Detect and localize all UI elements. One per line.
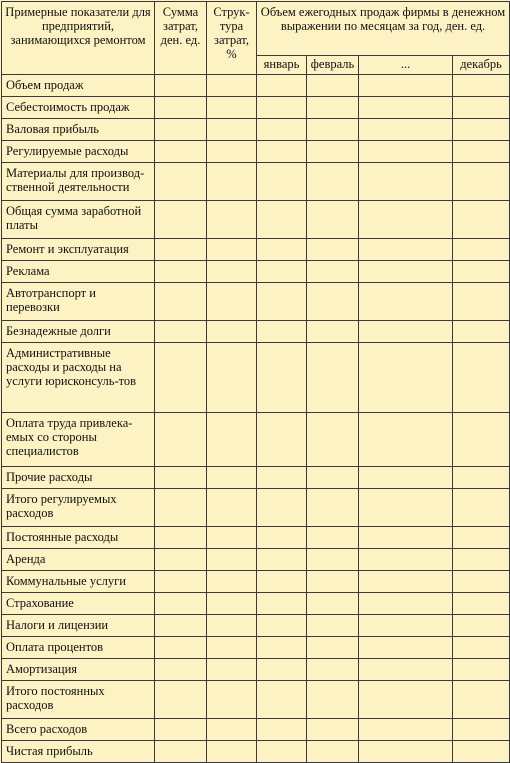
empty-cell [453,413,510,467]
empty-cell [359,719,453,741]
empty-cell [257,283,307,321]
empty-cell [257,637,307,659]
table-row [2,681,510,719]
empty-cell [453,261,510,283]
empty-cell [257,239,307,261]
empty-cell [307,681,359,719]
empty-cell [155,489,207,527]
table-row [2,321,510,343]
empty-cell [453,593,510,615]
empty-cell [307,141,359,163]
empty-cell [307,97,359,119]
empty-cell [359,321,453,343]
empty-cell [307,239,359,261]
header-month-january: январь [257,56,307,75]
empty-cell [257,659,307,681]
empty-cell [453,75,510,97]
empty-cell [155,719,207,741]
empty-cell [307,637,359,659]
empty-cell [257,467,307,489]
header-month-december: декабрь [453,56,510,75]
empty-cell [155,527,207,549]
empty-cell [257,261,307,283]
table-row [2,549,510,571]
empty-cell [453,239,510,261]
table-row [2,637,510,659]
table-row [2,343,510,413]
empty-cell [257,201,307,239]
empty-cell [307,719,359,741]
empty-cell [207,75,257,97]
empty-cell [207,593,257,615]
empty-cell [207,239,257,261]
row-label: Оплата процентов [2,637,155,659]
row-label: Прочие расходы [2,467,155,489]
empty-cell [359,593,453,615]
empty-cell [155,141,207,163]
empty-cell [257,719,307,741]
empty-cell [453,615,510,637]
row-label: Оплата труда привлека-емых со стороны специалистов [2,413,155,467]
row-label: Автотранспорт и перевозки [2,283,155,321]
empty-cell [207,261,257,283]
table-row [2,489,510,527]
empty-cell [207,283,257,321]
row-label: Валовая прибыль [2,119,155,141]
empty-cell [453,719,510,741]
empty-cell [155,343,207,413]
table-row [2,163,510,201]
table-row [2,141,510,163]
empty-cell [359,571,453,593]
row-label: Итого регулируемых расходов [2,489,155,527]
empty-cell [257,593,307,615]
empty-cell [257,343,307,413]
empty-cell [359,343,453,413]
table-row [2,719,510,741]
empty-cell [453,343,510,413]
empty-cell [257,681,307,719]
empty-cell [155,97,207,119]
table-body [2,75,510,763]
empty-cell [453,549,510,571]
empty-cell [453,201,510,239]
table-row [2,97,510,119]
empty-cell [453,163,510,201]
empty-cell [207,719,257,741]
table-row [2,201,510,239]
empty-cell [207,321,257,343]
empty-cell [257,489,307,527]
header-cost-structure: Струк-тура затрат, % [207,2,257,75]
empty-cell [307,201,359,239]
header-row [2,2,510,56]
row-label: Регулируемые расходы [2,141,155,163]
empty-cell [453,467,510,489]
empty-cell [359,637,453,659]
empty-cell [257,413,307,467]
empty-cell [307,413,359,467]
empty-cell [207,119,257,141]
empty-cell [155,75,207,97]
empty-cell [307,343,359,413]
empty-cell [359,413,453,467]
empty-cell [257,615,307,637]
empty-cell [207,637,257,659]
table-row [2,615,510,637]
empty-cell [257,321,307,343]
empty-cell [207,201,257,239]
empty-cell [307,75,359,97]
empty-cell [207,681,257,719]
empty-cell [155,467,207,489]
empty-cell [359,97,453,119]
empty-cell [155,321,207,343]
empty-cell [257,75,307,97]
empty-cell [453,681,510,719]
financial-table [1,1,510,763]
empty-cell [155,593,207,615]
empty-cell [307,119,359,141]
row-label: Всего расходов [2,719,155,741]
row-label: Постоянные расходы [2,527,155,549]
row-label: Итого постоянных расходов [2,681,155,719]
empty-cell [359,163,453,201]
row-label: Материалы для производ-ственной деятельности [2,163,155,201]
empty-cell [307,659,359,681]
empty-cell [155,163,207,201]
empty-cell [453,637,510,659]
row-label: Налоги и лицензии [2,615,155,637]
row-label: Общая сумма заработной платы [2,201,155,239]
empty-cell [453,489,510,527]
empty-cell [307,321,359,343]
header-month-ellipsis: ... [359,56,453,75]
empty-cell [359,467,453,489]
empty-cell [307,283,359,321]
header-month-february: февраль [307,56,359,75]
empty-cell [453,283,510,321]
table-row [2,659,510,681]
empty-cell [207,659,257,681]
header-cost-sum: Сумма затрат, ден. ед. [155,2,207,75]
empty-cell [359,141,453,163]
empty-cell [257,571,307,593]
table-row [2,527,510,549]
table-row [2,239,510,261]
empty-cell [155,681,207,719]
empty-cell [453,571,510,593]
header-indicators: Примерные показатели для предприятий, занимающихся ремонтом [2,2,155,75]
empty-cell [207,343,257,413]
empty-cell [155,261,207,283]
row-label: Реклама [2,261,155,283]
empty-cell [307,163,359,201]
row-label: Амортизация [2,659,155,681]
empty-cell [207,549,257,571]
empty-cell [155,413,207,467]
empty-cell [155,283,207,321]
empty-cell [307,467,359,489]
row-label: Безнадежные долги [2,321,155,343]
empty-cell [359,75,453,97]
row-label: Чистая прибыль [2,741,155,763]
table-row [2,75,510,97]
empty-cell [155,119,207,141]
empty-cell [207,141,257,163]
header-annual-sales: Объем ежегодных продаж фирмы в денежном выражении по месяцам за год, ден. ед. [257,2,510,56]
empty-cell [453,659,510,681]
empty-cell [359,283,453,321]
table-row [2,261,510,283]
empty-cell [359,119,453,141]
empty-cell [207,489,257,527]
empty-cell [307,615,359,637]
row-label: Административные расходы и расходы на услуги юрисконсуль-тов [2,343,155,413]
empty-cell [307,593,359,615]
empty-cell [257,97,307,119]
empty-cell [453,97,510,119]
empty-cell [453,141,510,163]
table-row [2,571,510,593]
row-label: Страхование [2,593,155,615]
empty-cell [155,549,207,571]
empty-cell [257,549,307,571]
empty-cell [359,261,453,283]
empty-cell [257,141,307,163]
empty-cell [307,261,359,283]
empty-cell [453,527,510,549]
table-row [2,467,510,489]
table-row [2,283,510,321]
empty-cell [307,571,359,593]
empty-cell [359,527,453,549]
empty-cell [307,527,359,549]
empty-cell [207,97,257,119]
empty-cell [359,239,453,261]
empty-cell [207,571,257,593]
empty-cell [207,467,257,489]
empty-cell [155,239,207,261]
empty-cell [155,201,207,239]
row-label: Объем продаж [2,75,155,97]
row-label: Аренда [2,549,155,571]
table-row [2,119,510,141]
row-label: Себестоимость продаж [2,97,155,119]
empty-cell [257,119,307,141]
empty-cell [307,549,359,571]
empty-cell [359,489,453,527]
row-label: Коммунальные услуги [2,571,155,593]
empty-cell [207,413,257,467]
empty-cell [453,321,510,343]
empty-cell [155,659,207,681]
empty-cell [207,615,257,637]
empty-cell [359,201,453,239]
empty-cell [359,659,453,681]
row-label: Ремонт и эксплуатация [2,239,155,261]
empty-cell [359,549,453,571]
empty-cell [359,681,453,719]
empty-cell [155,615,207,637]
empty-cell [207,163,257,201]
empty-cell [257,527,307,549]
empty-cell [257,163,307,201]
empty-cell [207,527,257,549]
table-row [2,413,510,467]
empty-cell [155,571,207,593]
table-row [2,593,510,615]
empty-cell [155,637,207,659]
empty-cell [307,489,359,527]
empty-cell [453,119,510,141]
empty-cell [359,615,453,637]
